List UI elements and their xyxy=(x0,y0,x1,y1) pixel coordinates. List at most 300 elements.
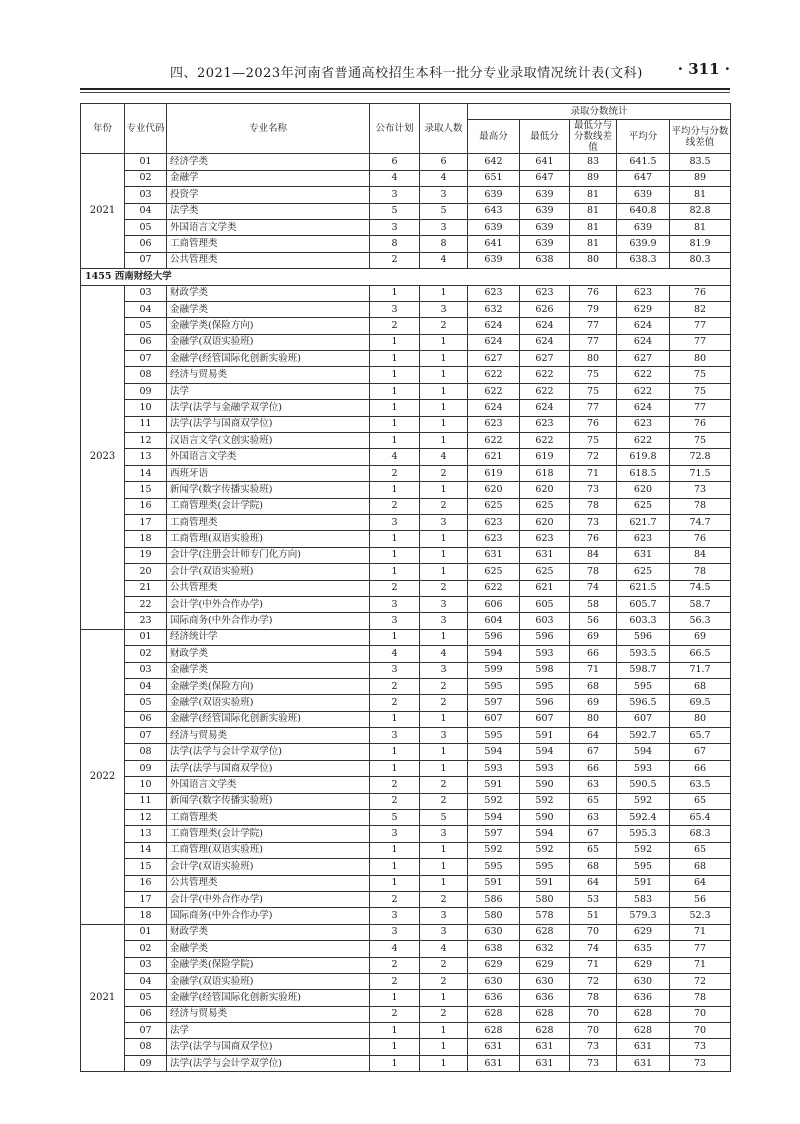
major-cell: 金融学类(保险学院) xyxy=(167,957,370,973)
max-cell: 632 xyxy=(468,301,520,317)
admitted-cell: 2 xyxy=(420,1006,468,1022)
max-cell: 623 xyxy=(468,514,520,530)
code-cell: 01 xyxy=(125,629,167,645)
major-cell: 财政学类 xyxy=(167,924,370,940)
table-row xyxy=(81,498,731,514)
table-row xyxy=(81,711,731,727)
plan-cell: 1 xyxy=(370,383,420,399)
code-cell: 02 xyxy=(125,170,167,186)
avg-diff-cell: 69 xyxy=(670,629,731,645)
plan-cell: 2 xyxy=(370,318,420,334)
max-cell: 604 xyxy=(468,613,520,629)
min-diff-cell: 64 xyxy=(570,875,617,891)
code-cell: 04 xyxy=(125,301,167,317)
avg-cell: 620 xyxy=(617,482,670,498)
min-diff-cell: 66 xyxy=(570,760,617,776)
max-cell: 624 xyxy=(468,334,520,350)
plan-cell: 3 xyxy=(370,662,420,678)
table-row xyxy=(81,728,731,744)
min-diff-cell: 77 xyxy=(570,334,617,350)
min-diff-cell: 71 xyxy=(570,662,617,678)
major-cell: 新闻学(数字传播实验班) xyxy=(167,482,370,498)
max-cell: 621 xyxy=(468,449,520,465)
admitted-cell: 1 xyxy=(420,711,468,727)
avg-cell: 622 xyxy=(617,433,670,449)
avg-diff-cell: 71 xyxy=(670,957,731,973)
code-cell: 13 xyxy=(125,826,167,842)
admitted-cell: 1 xyxy=(420,744,468,760)
table-row xyxy=(81,531,731,547)
table-row xyxy=(81,662,731,678)
avg-diff-cell: 69.5 xyxy=(670,695,731,711)
major-cell: 会计学(注册会计师专门化方向) xyxy=(167,547,370,563)
avg-cell: 595 xyxy=(617,859,670,875)
avg-cell: 623 xyxy=(617,416,670,432)
plan-cell: 1 xyxy=(370,744,420,760)
min-cell: 623 xyxy=(520,531,570,547)
avg-diff-cell: 63.5 xyxy=(670,777,731,793)
avg-diff-cell: 73 xyxy=(670,1039,731,1055)
plan-cell: 2 xyxy=(370,891,420,907)
code-cell: 12 xyxy=(125,810,167,826)
header-plan: 公布计划 xyxy=(370,104,420,154)
avg-cell: 596.5 xyxy=(617,695,670,711)
code-cell: 09 xyxy=(125,760,167,776)
admitted-cell: 1 xyxy=(420,564,468,580)
plan-cell: 3 xyxy=(370,613,420,629)
major-cell: 外国语言文学类 xyxy=(167,449,370,465)
major-cell: 经济与贸易类 xyxy=(167,728,370,744)
min-cell: 580 xyxy=(520,891,570,907)
code-cell: 16 xyxy=(125,875,167,891)
max-cell: 599 xyxy=(468,662,520,678)
max-cell: 594 xyxy=(468,646,520,662)
min-diff-cell: 65 xyxy=(570,842,617,858)
admitted-cell: 1 xyxy=(420,531,468,547)
max-cell: 641 xyxy=(468,236,520,252)
plan-cell: 8 xyxy=(370,236,420,252)
admitted-cell: 1 xyxy=(420,1023,468,1039)
code-cell: 03 xyxy=(125,662,167,678)
major-cell: 金融学(经管国际化创新实验班) xyxy=(167,990,370,1006)
table-row xyxy=(81,351,731,367)
min-cell: 627 xyxy=(520,351,570,367)
max-cell: 591 xyxy=(468,777,520,793)
table-row xyxy=(81,416,731,432)
code-cell: 04 xyxy=(125,678,167,694)
avg-cell: 624 xyxy=(617,334,670,350)
max-cell: 639 xyxy=(468,219,520,235)
plan-cell: 1 xyxy=(370,482,420,498)
admitted-cell: 2 xyxy=(420,580,468,596)
code-cell: 11 xyxy=(125,793,167,809)
avg-diff-cell: 65 xyxy=(670,842,731,858)
max-cell: 623 xyxy=(468,416,520,432)
avg-diff-cell: 67 xyxy=(670,744,731,760)
avg-diff-cell: 75 xyxy=(670,433,731,449)
plan-cell: 2 xyxy=(370,957,420,973)
avg-cell: 619.8 xyxy=(617,449,670,465)
max-cell: 625 xyxy=(468,564,520,580)
major-cell: 法学类 xyxy=(167,203,370,219)
max-cell: 631 xyxy=(468,1055,520,1071)
header-rule-thin xyxy=(80,92,730,93)
avg-cell: 629 xyxy=(617,957,670,973)
table-row xyxy=(81,383,731,399)
avg-cell: 594 xyxy=(617,744,670,760)
major-cell: 工商管理类 xyxy=(167,236,370,252)
max-cell: 606 xyxy=(468,596,520,612)
major-cell: 工商管理类(会计学院) xyxy=(167,498,370,514)
plan-cell: 1 xyxy=(370,334,420,350)
header-major: 专业名称 xyxy=(167,104,370,154)
min-cell: 626 xyxy=(520,301,570,317)
header-rule xyxy=(80,88,730,90)
avg-cell: 628 xyxy=(617,1023,670,1039)
code-cell: 18 xyxy=(125,908,167,924)
avg-diff-cell: 72 xyxy=(670,973,731,989)
avg-diff-cell: 52.3 xyxy=(670,908,731,924)
min-diff-cell: 77 xyxy=(570,318,617,334)
min-diff-cell: 73 xyxy=(570,482,617,498)
table-row xyxy=(81,891,731,907)
code-cell: 05 xyxy=(125,219,167,235)
min-cell: 623 xyxy=(520,416,570,432)
max-cell: 638 xyxy=(468,941,520,957)
avg-diff-cell: 80 xyxy=(670,351,731,367)
admitted-cell: 2 xyxy=(420,678,468,694)
table-row xyxy=(81,367,731,383)
max-cell: 592 xyxy=(468,842,520,858)
min-cell: 590 xyxy=(520,777,570,793)
admitted-cell: 6 xyxy=(420,154,468,170)
major-cell: 汉语言文学(文创实验班) xyxy=(167,433,370,449)
min-diff-cell: 58 xyxy=(570,596,617,612)
avg-diff-cell: 76 xyxy=(670,285,731,301)
avg-cell: 595.3 xyxy=(617,826,670,842)
min-diff-cell: 73 xyxy=(570,1039,617,1055)
avg-diff-cell: 80.3 xyxy=(670,252,731,268)
plan-cell: 4 xyxy=(370,941,420,957)
code-cell: 15 xyxy=(125,482,167,498)
min-cell: 624 xyxy=(520,334,570,350)
code-cell: 05 xyxy=(125,318,167,334)
code-cell: 20 xyxy=(125,564,167,580)
major-cell: 经济与贸易类 xyxy=(167,367,370,383)
code-cell: 07 xyxy=(125,728,167,744)
major-cell: 国际商务(中外合作办学) xyxy=(167,908,370,924)
max-cell: 628 xyxy=(468,1006,520,1022)
table-row xyxy=(81,252,731,268)
avg-diff-cell: 66.5 xyxy=(670,646,731,662)
min-diff-cell: 67 xyxy=(570,744,617,760)
avg-cell: 623 xyxy=(617,285,670,301)
min-cell: 628 xyxy=(520,924,570,940)
avg-diff-cell: 75 xyxy=(670,383,731,399)
code-cell: 08 xyxy=(125,367,167,383)
admitted-cell: 1 xyxy=(420,1039,468,1055)
major-cell: 会计学(中外合作办学) xyxy=(167,891,370,907)
max-cell: 580 xyxy=(468,908,520,924)
major-cell: 工商管理类 xyxy=(167,514,370,530)
table-row xyxy=(81,203,731,219)
table-row xyxy=(81,810,731,826)
table-row xyxy=(81,973,731,989)
major-cell: 外国语言文学类 xyxy=(167,219,370,235)
max-cell: 628 xyxy=(468,1023,520,1039)
avg-cell: 624 xyxy=(617,318,670,334)
avg-diff-cell: 89 xyxy=(670,170,731,186)
major-cell: 工商管理(双语实验班) xyxy=(167,531,370,547)
plan-cell: 3 xyxy=(370,301,420,317)
plan-cell: 3 xyxy=(370,924,420,940)
major-cell: 金融学类 xyxy=(167,941,370,957)
plan-cell: 1 xyxy=(370,875,420,891)
avg-diff-cell: 70 xyxy=(670,1006,731,1022)
code-cell: 13 xyxy=(125,449,167,465)
min-cell: 618 xyxy=(520,465,570,481)
max-cell: 592 xyxy=(468,793,520,809)
plan-cell: 1 xyxy=(370,1039,420,1055)
admitted-cell: 3 xyxy=(420,728,468,744)
page-title: 四、2021—2023年河南省普通高校招生本科一批分专业录取情况统计表(文科) xyxy=(170,66,643,81)
avg-diff-cell: 82.8 xyxy=(670,203,731,219)
code-cell: 03 xyxy=(125,957,167,973)
avg-diff-cell: 68 xyxy=(670,859,731,875)
avg-diff-cell: 71.7 xyxy=(670,662,731,678)
min-diff-cell: 63 xyxy=(570,810,617,826)
max-cell: 630 xyxy=(468,973,520,989)
table-row xyxy=(81,760,731,776)
major-cell: 法学(法学与国商双学位) xyxy=(167,416,370,432)
major-cell: 西班牙语 xyxy=(167,465,370,481)
min-cell: 638 xyxy=(520,252,570,268)
avg-cell: 592 xyxy=(617,842,670,858)
code-cell: 09 xyxy=(125,383,167,399)
table-row xyxy=(81,318,731,334)
min-cell: 624 xyxy=(520,400,570,416)
min-cell: 641 xyxy=(520,154,570,170)
avg-diff-cell: 78 xyxy=(670,990,731,1006)
min-cell: 578 xyxy=(520,908,570,924)
table-row xyxy=(81,941,731,957)
admitted-cell: 3 xyxy=(420,826,468,842)
min-diff-cell: 56 xyxy=(570,613,617,629)
admitted-cell: 1 xyxy=(420,482,468,498)
min-cell: 598 xyxy=(520,662,570,678)
plan-cell: 5 xyxy=(370,203,420,219)
major-cell: 金融学(双语实验班) xyxy=(167,334,370,350)
min-diff-cell: 81 xyxy=(570,187,617,203)
table-row xyxy=(81,990,731,1006)
code-cell: 09 xyxy=(125,1055,167,1071)
admitted-cell: 5 xyxy=(420,203,468,219)
max-cell: 639 xyxy=(468,252,520,268)
min-cell: 596 xyxy=(520,695,570,711)
code-cell: 06 xyxy=(125,711,167,727)
min-diff-cell: 71 xyxy=(570,957,617,973)
table-row xyxy=(81,514,731,530)
min-cell: 620 xyxy=(520,514,570,530)
plan-cell: 2 xyxy=(370,498,420,514)
admitted-cell: 3 xyxy=(420,662,468,678)
table-row xyxy=(81,678,731,694)
min-cell: 620 xyxy=(520,482,570,498)
admitted-cell: 3 xyxy=(420,596,468,612)
max-cell: 631 xyxy=(468,547,520,563)
major-cell: 国际商务(中外合作办学) xyxy=(167,613,370,629)
avg-diff-cell: 75 xyxy=(670,367,731,383)
plan-cell: 4 xyxy=(370,646,420,662)
avg-diff-cell: 68.3 xyxy=(670,826,731,842)
avg-cell: 591 xyxy=(617,875,670,891)
major-cell: 金融学 xyxy=(167,170,370,186)
admitted-cell: 1 xyxy=(420,842,468,858)
min-diff-cell: 63 xyxy=(570,777,617,793)
avg-cell: 629 xyxy=(617,301,670,317)
table-row xyxy=(81,187,731,203)
table-row xyxy=(81,170,731,186)
header-min: 最低分 xyxy=(520,120,570,154)
avg-cell: 595 xyxy=(617,678,670,694)
admitted-cell: 2 xyxy=(420,793,468,809)
code-cell: 16 xyxy=(125,498,167,514)
code-cell: 22 xyxy=(125,596,167,612)
min-diff-cell: 79 xyxy=(570,301,617,317)
admitted-cell: 8 xyxy=(420,236,468,252)
major-cell: 会计学(中外合作办学) xyxy=(167,596,370,612)
year-cell: 2023 xyxy=(81,285,125,629)
max-cell: 625 xyxy=(468,498,520,514)
max-cell: 622 xyxy=(468,383,520,399)
avg-cell: 621.7 xyxy=(617,514,670,530)
admitted-cell: 3 xyxy=(420,514,468,530)
admitted-cell: 1 xyxy=(420,875,468,891)
avg-diff-cell: 81.9 xyxy=(670,236,731,252)
admitted-cell: 2 xyxy=(420,957,468,973)
major-cell: 工商管理类 xyxy=(167,810,370,826)
major-cell: 新闻学(数字传播实验班) xyxy=(167,793,370,809)
code-cell: 10 xyxy=(125,777,167,793)
plan-cell: 3 xyxy=(370,219,420,235)
max-cell: 594 xyxy=(468,810,520,826)
avg-diff-cell: 74.5 xyxy=(670,580,731,596)
table-row xyxy=(81,301,731,317)
max-cell: 629 xyxy=(468,957,520,973)
min-diff-cell: 69 xyxy=(570,695,617,711)
header-avg: 平均分 xyxy=(617,120,670,154)
avg-cell: 636 xyxy=(617,990,670,1006)
code-cell: 10 xyxy=(125,400,167,416)
min-diff-cell: 81 xyxy=(570,203,617,219)
avg-diff-cell: 73 xyxy=(670,1055,731,1071)
min-diff-cell: 64 xyxy=(570,728,617,744)
table-row xyxy=(81,744,731,760)
avg-diff-cell: 80 xyxy=(670,711,731,727)
avg-cell: 596 xyxy=(617,629,670,645)
major-cell: 法学 xyxy=(167,383,370,399)
plan-cell: 3 xyxy=(370,826,420,842)
admission-table xyxy=(80,103,731,1072)
min-diff-cell: 72 xyxy=(570,973,617,989)
max-cell: 595 xyxy=(468,678,520,694)
table-row xyxy=(81,1023,731,1039)
min-diff-cell: 69 xyxy=(570,629,617,645)
min-cell: 639 xyxy=(520,203,570,219)
avg-diff-cell: 71 xyxy=(670,924,731,940)
min-cell: 639 xyxy=(520,236,570,252)
major-cell: 公共管理类 xyxy=(167,252,370,268)
max-cell: 643 xyxy=(468,203,520,219)
plan-cell: 2 xyxy=(370,793,420,809)
max-cell: 642 xyxy=(468,154,520,170)
table-row xyxy=(81,547,731,563)
table-row xyxy=(81,859,731,875)
avg-cell: 635 xyxy=(617,941,670,957)
code-cell: 06 xyxy=(125,1006,167,1022)
major-cell: 金融学(经管国际化创新实验班) xyxy=(167,351,370,367)
max-cell: 623 xyxy=(468,531,520,547)
avg-cell: 639.9 xyxy=(617,236,670,252)
min-cell: 591 xyxy=(520,875,570,891)
table-row xyxy=(81,1006,731,1022)
table-row xyxy=(81,285,731,301)
admitted-cell: 2 xyxy=(420,777,468,793)
min-diff-cell: 70 xyxy=(570,1006,617,1022)
major-cell: 公共管理类 xyxy=(167,875,370,891)
major-cell: 金融学类 xyxy=(167,301,370,317)
avg-cell: 631 xyxy=(617,1055,670,1071)
admitted-cell: 5 xyxy=(420,810,468,826)
min-diff-cell: 70 xyxy=(570,924,617,940)
max-cell: 595 xyxy=(468,859,520,875)
avg-diff-cell: 84 xyxy=(670,547,731,563)
plan-cell: 1 xyxy=(370,531,420,547)
min-cell: 632 xyxy=(520,941,570,957)
plan-cell: 1 xyxy=(370,416,420,432)
min-cell: 594 xyxy=(520,826,570,842)
table-row xyxy=(81,596,731,612)
plan-cell: 4 xyxy=(370,170,420,186)
plan-cell: 3 xyxy=(370,596,420,612)
plan-cell: 4 xyxy=(370,449,420,465)
plan-cell: 6 xyxy=(370,154,420,170)
min-cell: 639 xyxy=(520,187,570,203)
plan-cell: 1 xyxy=(370,564,420,580)
table-row xyxy=(81,580,731,596)
min-diff-cell: 68 xyxy=(570,859,617,875)
table-row xyxy=(81,449,731,465)
plan-cell: 3 xyxy=(370,908,420,924)
min-cell: 607 xyxy=(520,711,570,727)
admitted-cell: 3 xyxy=(420,187,468,203)
table-row xyxy=(81,1055,731,1071)
plan-cell: 2 xyxy=(370,465,420,481)
max-cell: 593 xyxy=(468,760,520,776)
admitted-cell: 3 xyxy=(420,219,468,235)
avg-cell: 631 xyxy=(617,547,670,563)
code-cell: 04 xyxy=(125,973,167,989)
min-diff-cell: 77 xyxy=(570,400,617,416)
min-diff-cell: 80 xyxy=(570,252,617,268)
code-cell: 15 xyxy=(125,859,167,875)
year-cell: 2022 xyxy=(81,629,125,924)
avg-cell: 603.3 xyxy=(617,613,670,629)
avg-cell: 638.3 xyxy=(617,252,670,268)
admitted-cell: 2 xyxy=(420,891,468,907)
avg-cell: 590.5 xyxy=(617,777,670,793)
min-cell: 625 xyxy=(520,564,570,580)
